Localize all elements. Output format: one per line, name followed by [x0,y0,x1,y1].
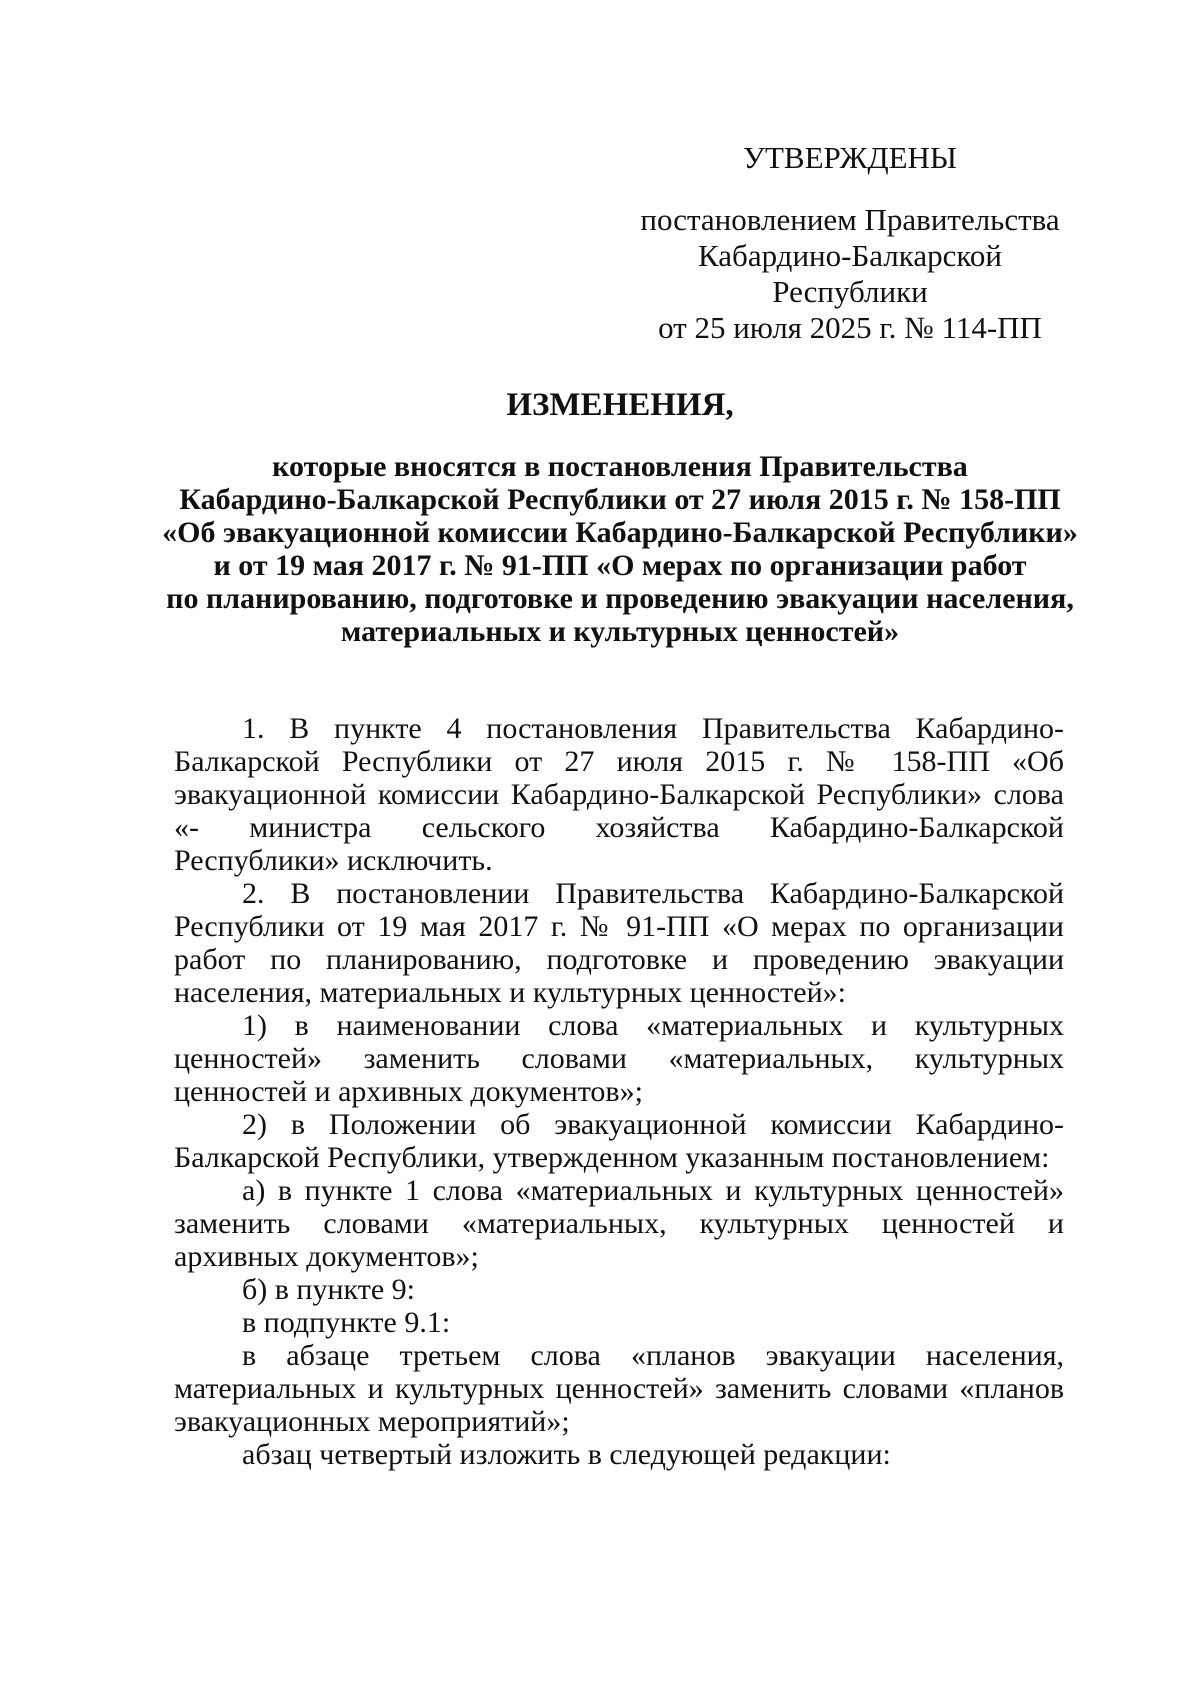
document-heading [160,386,1080,648]
paragraph-6: б) в пункте 9: [242,1273,415,1306]
paragraph-9: абзац четвертый изложить в следующей редакции: [242,1438,891,1471]
approval-line-3: от 25 июля 2025 г. № 114-ПП [658,310,1042,345]
paragraph-8: в абзаце третьем слова «планов эвакуации населения, материальных и культурных ценностей» заменить словами «планов эвакуационных мероприятий»; [174,1339,1064,1438]
subtitle-line-2: Кабардино-Балкарской Республики от 27 июля 2015 г. № 158-ПП [179,483,1061,516]
paragraph-5: а) в пункте 1 слова «материальных и культурных ценностей» заменить словами «материальных, культурных ценностей и архивных документов»; [174,1174,1064,1273]
approval-title: УТВЕРЖДЕНЫ [743,140,957,175]
subtitle-line-1: которые вносятся в постановления Правительства [272,450,968,483]
subtitle-line-4: и от 19 мая 2017 г. № 91-ПП «О мерах по организации работ [213,549,1027,582]
subtitle-line-3: «Об эвакуационной комиссии Кабардино-Балкарской Республики» [162,516,1078,549]
approval-line-2: Кабардино-Балкарской Республики [698,238,1002,309]
paragraph-2: 2. В постановлении Правительства Кабардино-Балкарской Республики от 19 мая 2017 г. № 91-ПП «О мерах по организации работ по планированию, подготовке и проведению эвакуации населения, материальных и культурных ценностей»: [174,877,1064,1009]
subtitle-line-6: материальных и культурных ценностей» [340,615,900,648]
paragraph-3: 1) в наименовании слова «материальных и культурных ценностей» заменить словами «материальных, культурных ценностей и архивных документов»; [174,1009,1064,1108]
subtitle-line-5: по планированию, подготовке и проведению эвакуации населения, [166,582,1074,615]
approval-line-1: постановлением Правительства [640,202,1060,237]
paragraph-7: в подпункте 9.1: [242,1306,451,1339]
document-title: ИЗМЕНЕНИЯ, [506,387,734,423]
paragraph-4: 2) в Положении об эвакуационной комиссии Кабардино-Балкарской Республики, утвержденном указанным постановлением: [174,1108,1064,1174]
approval-block [620,140,1080,346]
document-body [174,712,1064,1471]
paragraph-1: 1. В пункте 4 постановления Правительства Кабардино-Балкарской Республики от 27 июля 2015 г. № 158-ПП «Об эвакуационной комиссии Кабардино-Балкарской Республики» слова «- министра сельского хозяйства Кабардино-Балкарской Республики» исключить. [174,712,1064,877]
